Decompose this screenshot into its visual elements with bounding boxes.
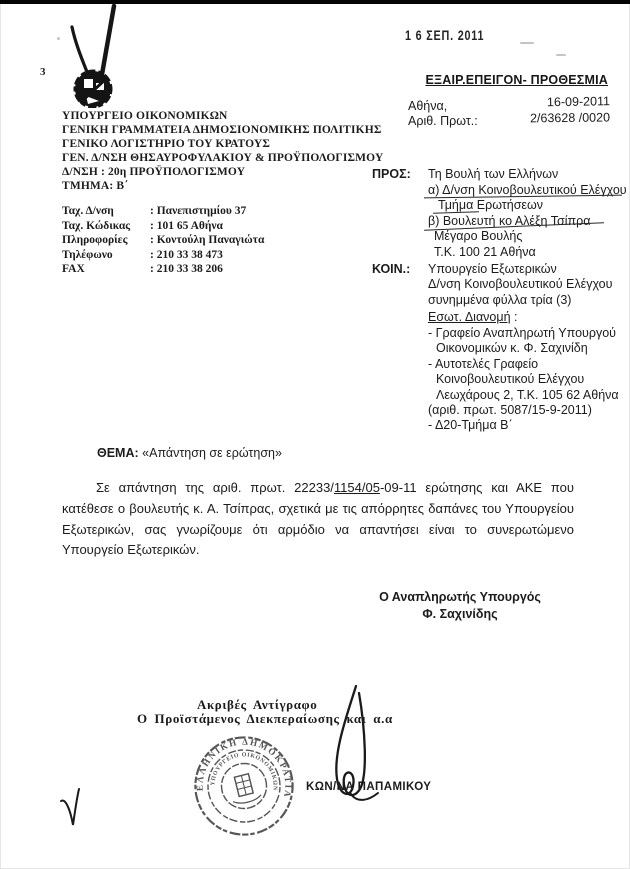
internal-line: Λεωχάρους 2, Τ.Κ. 105 62 Αθήνα bbox=[436, 387, 619, 402]
letter-date: 16-09-2011 bbox=[546, 94, 611, 110]
scan-artifact bbox=[57, 37, 60, 40]
letterhead-line: ΤΜΗΜΑ: Β΄ bbox=[62, 180, 129, 192]
internal-line: (αριθ. πρωτ. 5087/15-9-2011) bbox=[428, 403, 592, 418]
internal-heading-colon: : bbox=[510, 310, 518, 324]
minister-signature-block bbox=[375, 589, 545, 622]
contact-value: : 101 65 Αθήνα bbox=[150, 219, 223, 232]
internal-line: - Γραφείο Αναπληρωτή Υπουργού bbox=[428, 326, 617, 340]
protocol-label: Αριθ. Πρωτ.: bbox=[408, 114, 478, 128]
contact-label: FAX bbox=[62, 263, 85, 276]
letterhead-line: ΓΕΝΙΚΟ ΛΟΓΙΣΤΗΡΙΟ ΤΟΥ ΚΡΑΤΟΥΣ bbox=[62, 138, 271, 150]
internal-line: - Αυτοτελές Γραφείο bbox=[428, 356, 539, 371]
official-round-stamp bbox=[190, 732, 298, 840]
letterhead-line: ΥΠΟΥΡΓΕΙΟ ΟΙΚΟΝΟΜΙΚΩΝ bbox=[62, 110, 228, 122]
pros-lines bbox=[428, 167, 627, 261]
stamp-inner-text: ΥΠΟΥΡΓΕΙΟ ΟΙΚΟΝΟΜΙΚΩΝ bbox=[210, 752, 278, 792]
koin-label: ΚΟΙΝ.: bbox=[372, 262, 411, 276]
certification-line1: Ακριβές Αντίγραφο bbox=[197, 697, 318, 712]
contact-value: : Κοντούλη Παναγιώτα bbox=[150, 234, 265, 247]
contact-row bbox=[62, 233, 264, 248]
internal-distribution-lines bbox=[428, 326, 619, 434]
contact-row bbox=[62, 262, 264, 277]
minister-title: Ο Αναπληρωτής Υπουργός bbox=[379, 590, 541, 604]
letterhead-line: ΓΕΝ. Δ/ΝΣΗ ΘΗΣΑΥΡΟΦΥΛΑΚΙΟΥ & ΠΡΟΫΠΟΛΟΓΙΣΜΟΥ bbox=[62, 152, 384, 164]
contact-block bbox=[62, 204, 264, 277]
pen-checkmark bbox=[56, 786, 98, 834]
subject-text: «Απάντηση σε ερώτηση» bbox=[142, 446, 282, 460]
contact-value: : 210 33 38 473 bbox=[150, 248, 223, 261]
contact-label: Ταχ. Δ/νση bbox=[62, 205, 114, 217]
internal-line: Οικονομικών κ. Φ. Σαχινίδη bbox=[436, 341, 588, 356]
contact-row bbox=[62, 219, 264, 234]
internal-heading-text: Εσωτ. Διανομή bbox=[428, 310, 511, 324]
minister-name: Φ. Σαχινίδης bbox=[422, 606, 498, 621]
pros-line: Τ.Κ. 100 21 Αθήνα bbox=[434, 244, 536, 259]
contact-label: Ταχ. Κώδικας bbox=[62, 219, 131, 232]
scan-artifact bbox=[520, 42, 534, 44]
urgency-heading: ΕΞΑΙΡ.ΕΠΕΙΓΟΝ- ΠΡΟΘΕΣΜΙΑ bbox=[425, 73, 608, 87]
contact-row bbox=[62, 248, 264, 263]
letterhead-block bbox=[62, 109, 383, 193]
koin-line: Δ/νση Κοινοβουλευτικού Ελέγχου bbox=[428, 277, 613, 292]
koin-line: συνημμένα φύλλα τρία (3) bbox=[428, 292, 572, 307]
body-part2: -09-11 ερώτησης και ΑΚΕ που κατέθεσε ο βουλευτής κ. Α. Τσίπρας, σχετικά με τις απόρρητες δαπάνες του Υπουργείου Εξωτερικών, σας γνωρίζουμε ότι αρμόδιο να απαντήσει είναι το συνερωτώμενο Υπουργείο Εξωτερικών. bbox=[62, 480, 575, 558]
letterhead-line: ΓΕΝΙΚΗ ΓΡΑΜΜΑΤΕΙΑ ΔΗΜΟΣΙΟΝΟΜΙΚΗΣ ΠΟΛΙΤΙΚΗΣ bbox=[62, 124, 382, 136]
contact-label: Τηλέφωνο bbox=[62, 248, 113, 261]
koin-line: Υπουργείο Εξωτερικών bbox=[428, 262, 557, 276]
contact-value: : Πανεπιστημίου 37 bbox=[150, 205, 247, 217]
body-part1: Σε απάντηση της αριθ. πρωτ. 22233/ bbox=[96, 480, 334, 495]
subject-label: ΘΕΜΑ: bbox=[97, 446, 139, 460]
pros-line: β) Βουλευτή κο Αλέξη Τσίπρα bbox=[428, 213, 591, 228]
letterhead-line: Δ/ΝΣΗ : 20η ΠΡΟΫΠΟΛΟΓΙΣΜΟΥ bbox=[62, 166, 246, 178]
received-date-stamp: 1 6 ΣΕΠ. 2011 bbox=[405, 28, 485, 43]
pros-line: Τη Βουλή των Ελλήνων bbox=[428, 167, 559, 181]
contact-value: : 210 33 38 206 bbox=[150, 263, 223, 276]
certification-line2: Ο Προϊστάμενος Διεκπεραίωσης και α.α bbox=[137, 711, 393, 726]
internal-line: - Δ20-Τμήμα Β΄ bbox=[428, 418, 513, 433]
contact-label: Πληροφορίες bbox=[62, 234, 128, 247]
contact-row bbox=[62, 204, 264, 219]
body-protocol-underlined: 1154/05 bbox=[333, 480, 380, 495]
city-label: Αθήνα, bbox=[408, 99, 448, 113]
protocol-number: 2/63628 /0020 bbox=[529, 110, 611, 126]
pros-line: Τμήμα Ερωτήσεων bbox=[438, 198, 543, 213]
internal-line: Κοινοβουλευτικού Ελέγχου bbox=[436, 372, 585, 387]
body-paragraph bbox=[62, 478, 574, 561]
subject-line bbox=[97, 446, 282, 460]
internal-distribution-heading bbox=[428, 310, 518, 324]
certifier-name: ΚΩΝ/ΝΑ ΠΑΠΑΜΙΚΟΥ bbox=[306, 781, 432, 793]
scan-artifact bbox=[556, 54, 566, 56]
pros-label: ΠΡΟΣ: bbox=[372, 167, 411, 181]
pros-line: Μέγαρο Βουλής bbox=[434, 229, 523, 244]
pros-line: α) Δ/νση Κοινοβουλευτικού Ελέγχου bbox=[428, 182, 627, 197]
koin-lines bbox=[428, 262, 612, 308]
margin-note: 3 bbox=[40, 66, 46, 78]
stamp-outer-text: ΕΛΛΗΝΙΚΗ ΔΗΜΟΚΡΑΤΙΑ bbox=[194, 736, 294, 800]
ministry-emblem-icon bbox=[58, 4, 122, 108]
